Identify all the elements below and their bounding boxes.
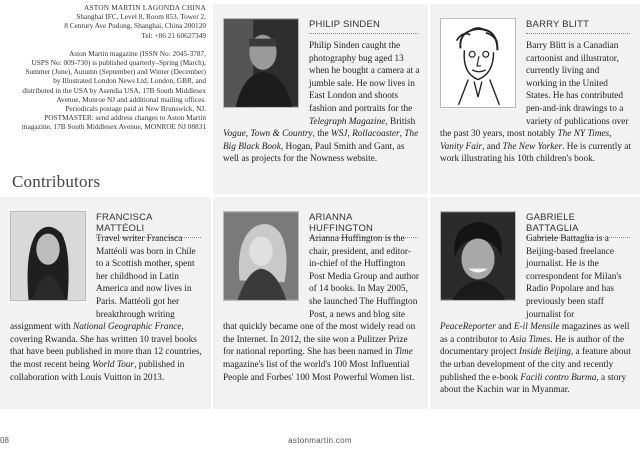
publisher-telephone: Tel: +86 21 60627349 [141, 30, 206, 40]
bio-text: , a feature about the urban development of the city and recently published the e-book [440, 347, 631, 383]
bio-text: , and [482, 141, 503, 152]
bio-text: , [609, 129, 612, 140]
photo-wrap-spacer [10, 233, 96, 313]
bio-text: Barry Blitt is a Canadian cartoonist and illustrator, currently living and working in the United States. He has contributed pen-and-ink drawings to a variety of publications over the past 30 years, most notably [440, 41, 629, 140]
contributor-card-francisca-matteoli [0, 197, 211, 409]
publication-title: E-il Mensile [513, 322, 560, 333]
address-line: 8 Century Ave Pudong, Shanghai, China 200120 [64, 21, 206, 31]
contributor-card-barry-blitt [430, 4, 640, 194]
contributor-card-arianna-huffington [213, 197, 428, 409]
legal-line: Periodicals postage paid at New Brunswick, NJ. [65, 104, 206, 114]
publication-title: WSJ [330, 129, 348, 140]
bio-text: Travel writer Francisca Mattéoli was born in Chile to a Scottish mother, spent her childhood in Latin America and now lives in Paris. Mattéoli got her breakthrough writing assignment with [10, 234, 196, 333]
bio-text: , covering Rwanda. She has written 10 travel books that have been published in more than 12 countries, the most recent being [10, 322, 202, 370]
contributor-bio [440, 40, 632, 166]
bio-text: , published in collaboration with Louis Vuitton in 2013. [10, 359, 185, 383]
bio-text: , [347, 129, 353, 140]
contributor-name: GABRIELE BATTAGLIA [526, 212, 630, 238]
bio-text: , [399, 129, 405, 140]
publication-title: Town & Country [250, 129, 313, 140]
legal-line: Avenue, Monroe NJ and additional mailing offices. [56, 94, 206, 104]
legal-notice [6, 49, 206, 132]
bio-text: , a story about the Kachin war in Myanmar. [440, 372, 627, 396]
contributor-bio [223, 40, 420, 166]
contributor-name: BARRY BLITT [526, 19, 630, 34]
bio-text: , [245, 129, 251, 140]
photo-wrap-spacer [223, 40, 309, 120]
bio-text: Arianna Huffington is the chair, president, and editor-in-chief of the Huffington Post Media Group and author of 14 books. In May 2005, she launched The Huffington Post, a news and blog site that quickly became one of the most widely read on the Internet. In 2012, the site won a Pulitzer Prize for national reporting. She has been named in [223, 234, 419, 358]
bio-text: magazines as well as a contributor to [440, 322, 630, 345]
imprint-block [6, 3, 206, 132]
publisher-address [6, 3, 206, 40]
publication-title: The New Yorker [502, 141, 563, 152]
contributor-card-gabriele-battaglia [430, 197, 640, 409]
publication-title: Vanity Fair [440, 141, 483, 152]
section-title: Contributors [12, 172, 101, 191]
contributor-bio [223, 233, 420, 384]
publication-title: Asia Times [509, 334, 551, 345]
publisher-company: ASTON MARTIN LAGONDA CHINA [84, 3, 206, 12]
legal-line: USPS No: 009-730) is published quarterly–Spring (March), [31, 58, 206, 68]
bio-text: , British [385, 116, 416, 127]
bio-text: magazine's list of the world's 100 Most Influential People and Forbes' 100 Most Powerful Women list. [223, 359, 415, 383]
page-number: 08 [0, 436, 9, 445]
bio-text: Gabriele Battaglia is a Beijing-based freelance journalist. He is the correspondent for Milan's Radio Popolare and has previously been staff journalist for [526, 234, 622, 320]
contributor-card-philip-sinden [213, 4, 428, 194]
bio-text: , Hogan, Paul Smith and Gant, as well as projects for the Nowness website. [223, 141, 405, 165]
legal-line: Aston Martin magazine (ISSN No: 2045-3787, [68, 48, 206, 58]
footer-website: astonmartin.com [288, 436, 352, 445]
publication-title: National Geographic France [73, 322, 182, 333]
legal-line: magazine, 17B South Middlesex Avenue, MONROE NJ 08831 [21, 122, 206, 132]
legal-line: POSTMASTER: send address changes to Aston Martin [44, 113, 206, 123]
publication-title: Vogue [223, 129, 246, 140]
legal-line: Summer (June), Autumn (September) and Winter (December) [25, 67, 206, 77]
bio-text: and [495, 322, 514, 333]
bio-text: . He is author of the documentary project [440, 334, 625, 358]
photo-wrap-spacer [440, 233, 526, 313]
publication-title: World Tour [92, 359, 135, 370]
contributor-bio [440, 233, 632, 397]
bio-text: , the [312, 129, 331, 140]
publication-title: Rollacoaster [352, 129, 400, 140]
contributor-name: PHILIP SINDEN [309, 19, 418, 34]
photo-wrap-spacer [440, 40, 526, 120]
publication-title: Telegraph Magazine [309, 116, 386, 127]
contributor-name: ARIANNA HUFFINGTON [309, 212, 418, 238]
legal-line: distributed in the USA by Asendia USA, 17B South Middlesex [22, 85, 206, 95]
contributor-name: FRANCISCA MATTÉOLI [96, 212, 201, 238]
publication-title: The Big Black Book [223, 129, 419, 152]
publication-title: Time [394, 347, 413, 358]
bio-text: Philip Sinden caught the photography bug aged 13 when he bought a camera at a jumble sale. He now lives in East London and shoots fashion and portraits for the [309, 41, 420, 114]
legal-line: by Illustrated London News Ltd, London, GBR, and [53, 76, 206, 86]
bio-text: . He is currently at work illustrating his 10th children's book. [440, 141, 632, 165]
publication-title: Facili contro Burma [520, 372, 597, 383]
address-line: Shanghai IFC, Level 8, Room 853, Tower 2, [76, 12, 206, 22]
contributor-bio [10, 233, 203, 384]
publication-title: Inside Beijing [519, 347, 571, 358]
publication-title: PeaceReporter [440, 322, 496, 333]
photo-wrap-spacer [223, 233, 309, 313]
publication-title: The NY Times [557, 129, 610, 140]
